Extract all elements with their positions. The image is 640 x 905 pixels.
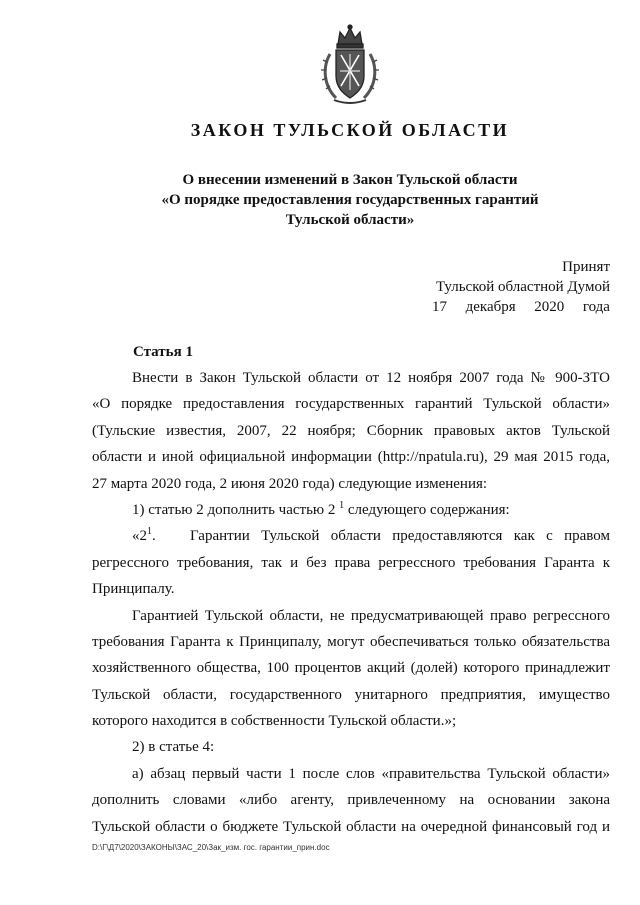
- subtitle-line: «О порядке предоставления государственных гарантий: [161, 192, 539, 208]
- item-1-text: 1) статью 2 дополнить частью 2: [132, 501, 336, 518]
- adoption-day: 17: [432, 299, 447, 315]
- text-line: а) абзац первый части 1 после слов «правительства Тульской области»: [132, 765, 610, 782]
- text-line: дополнить словами «либо агенту, привлеченному на основании закона: [92, 792, 610, 809]
- adopted-label: Принят: [562, 259, 610, 275]
- item-1: [92, 497, 610, 523]
- article-heading: Статья 1: [133, 344, 193, 360]
- item-1-superscript: 1: [339, 499, 345, 511]
- text-line: 27 марта 2020 года, 2 июня 2020 года) следующие изменения:: [92, 475, 488, 492]
- adopted-by: Тульской областной Думой: [435, 279, 610, 295]
- tula-coat-of-arms-emblem: [316, 24, 384, 106]
- text-line: (Тульские известия, 2007, 22 ноября; Сборник правовых актов Тульской: [92, 422, 610, 439]
- text-line: Принципалу.: [92, 581, 175, 598]
- text-line: требования Гаранта к Принципалу, могут обеспечиваться только обязательства: [92, 633, 610, 650]
- quote-number: «$2^1$.: [132, 526, 156, 545]
- text-line: Гарантией Тульской области, не предусматривающей право регрессного: [132, 607, 610, 624]
- text-line: регрессного требования, так и без права регрессного требования Гаранта к: [92, 554, 610, 571]
- adoption-year-word: года: [582, 299, 610, 315]
- adoption-year: 2020: [534, 299, 565, 315]
- quote-number-text: «2: [132, 528, 147, 545]
- adoption-block: [360, 257, 610, 317]
- article-body: [92, 365, 610, 840]
- quote-first-line: [92, 523, 610, 549]
- adoption-month: декабря: [465, 299, 516, 315]
- text-line: Тульской области, государственного унитарного предприятия, имущество: [92, 686, 610, 703]
- subtitle-line: Тульской области»: [285, 212, 415, 228]
- text-line: «О порядке предоставления государственных гарантий Тульской области»: [92, 396, 610, 413]
- text-line: Внести в Закон Тульской области от 12 ноября 2007 года № 900-ЗТО: [132, 370, 610, 386]
- item-2: 2) в статье 4:: [132, 739, 215, 756]
- law-subtitle: [60, 170, 640, 230]
- law-title: ЗАКОН ТУЛЬСКОЙ ОБЛАСТИ: [190, 120, 510, 140]
- quote-first-text: Гарантии Тульской области предоставляются как с правом: [190, 528, 610, 545]
- adoption-date: [360, 297, 610, 317]
- item-1-text-end: следующего содержания:: [347, 501, 510, 518]
- text-line: которого находится в собственности Тульской области.»;: [92, 713, 457, 730]
- subtitle-line: О внесении изменений в Закон Тульской области: [182, 172, 518, 188]
- quote-superscript: 1: [147, 526, 152, 538]
- text-line: Тульской области о бюджете Тульской области на очередной финансовый год и: [92, 818, 610, 835]
- text-line: области и иной официальной информации (http://npatula.ru), 29 мая 2015 года,: [92, 449, 610, 466]
- text-line: хозяйственного общества, 100 процентов акций (долей) которого принадлежит: [92, 660, 610, 677]
- file-path-footer: D:\Г\Д7\2020\ЗАКОНЫ\ЗАС_20\Зак_изм. гос. гарантии_прин.doc: [92, 843, 330, 852]
